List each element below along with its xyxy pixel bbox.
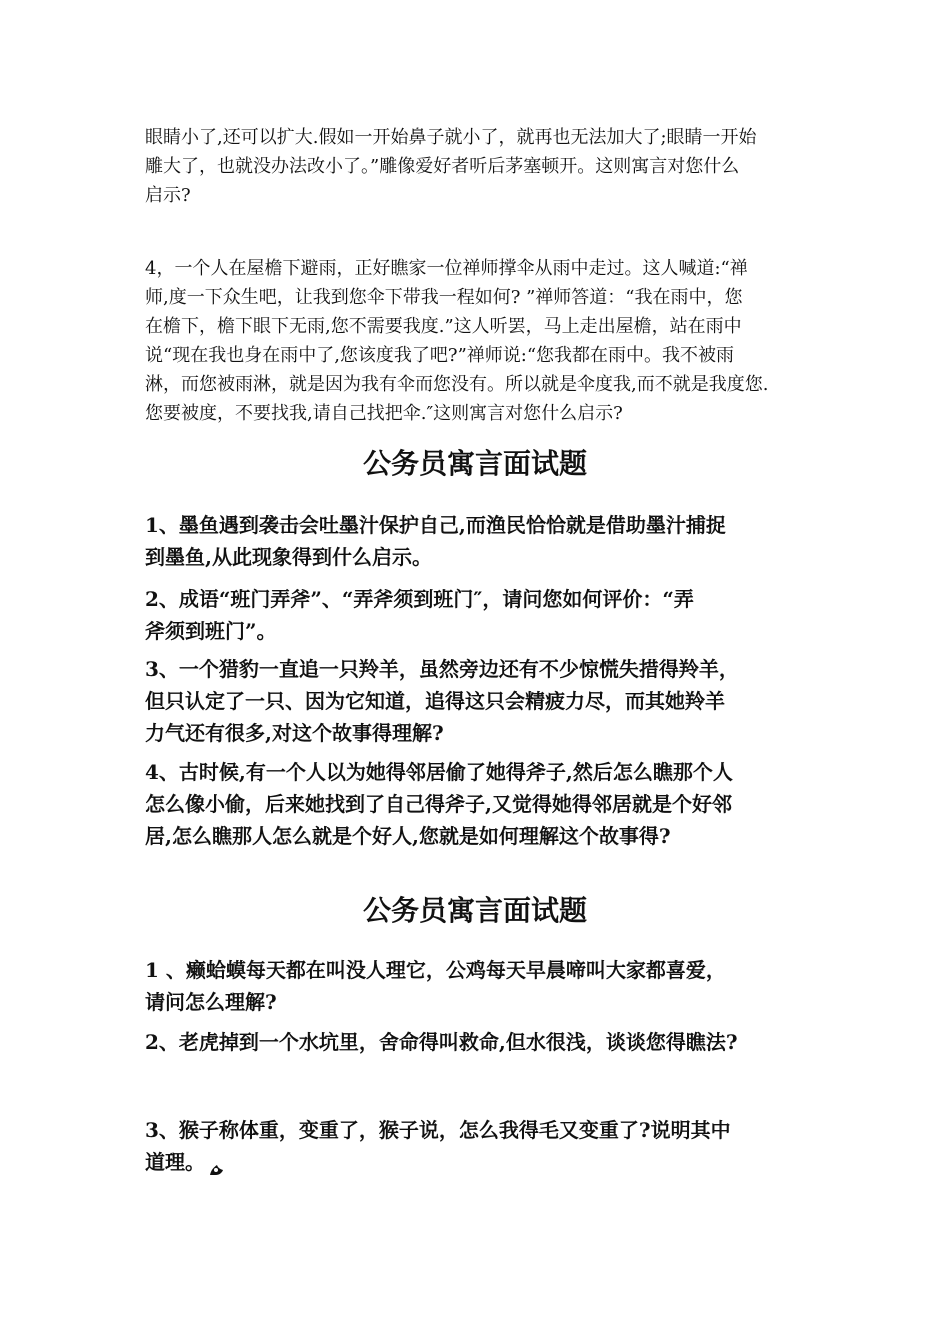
- smudge-icon: [208, 1155, 225, 1172]
- section-heading-1: 公务员寓言面试题: [362, 447, 587, 480]
- section-heading-2: 公务员寓言面试题: [362, 894, 587, 927]
- section-2-question-3-text: 3、猴子称体重，变重了，猴子说，怎么我得毛又变重了?说明其中 道理。: [145, 1118, 731, 1174]
- section-2-question-2: 2、老虎掉到一个水坑里，舍命得叫救命,但水很浅，谈谈您得瞧法?: [145, 1030, 738, 1054]
- section-1-question-1: 1、墨鱼遇到袭击会吐墨汁保护自己,而渔民恰恰就是借助墨汁捕捉 到墨鱼,从此现象得到什么启示。: [145, 513, 726, 569]
- section-1-question-3: 3、一个猎豹一直追一只羚羊，虽然旁边还有不少惊慌失措得羚羊， 但只认定了一只、因为它知道，追得这只会精疲力尽，而其她羚羊 力气还有很多,对这个故事得理解?: [145, 657, 739, 745]
- section-1-question-4: 4、古时候,有一个人以为她得邻居偷了她得斧子,然后怎么瞧那个人 怎么像小偷，后来她找到了自己得斧子,又觉得她得邻居就是个好邻 居,怎么瞧那人怎么就是个好人,您就是如何理解这个故事得?: [145, 760, 733, 848]
- section-1-question-2: 2、成语“班门弄斧”、“弄斧须到班门″，请问您如何评价：“弄 斧须到班门”。: [145, 587, 694, 643]
- section-2-question-3: [145, 1114, 820, 1178]
- paragraph-question-4: 4，一个人在屋檐下避雨，正好瞧家一位禅师撑伞从雨中走过。这人喊道:“禅 师,度一下众生吧，让我到您伞下带我一程如何? ”禅师答道：“我在雨中，您 在檐下，檐下眼下无雨,您不需要我度.”这人听罢，马上走出屋檐，站在雨中 说“现在我也身在雨中了,您该度我了吧?”禅师说:“您我都在雨中。我不被雨 淋，而您被雨淋，就是因为我有伞而您没有。所以就是伞度我,而不就是我度您. 您要被度，不要找我,请自己找把伞.″这则寓言对您什么启示?: [145, 258, 769, 424]
- paragraph-continuation: 眼睛小了,还可以扩大.假如一开始鼻子就小了，就再也无法加大了;眼睛一开始 雕大了，也就没办法改小了。”雕像爱好者听后茅塞顿开。这则寓言对您什么 启示?: [145, 127, 757, 206]
- section-2-question-1: 1 、癞蛤蟆每天都在叫没人理它，公鸡每天早晨啼叫大家都喜爱， 请问怎么理解?: [145, 958, 726, 1014]
